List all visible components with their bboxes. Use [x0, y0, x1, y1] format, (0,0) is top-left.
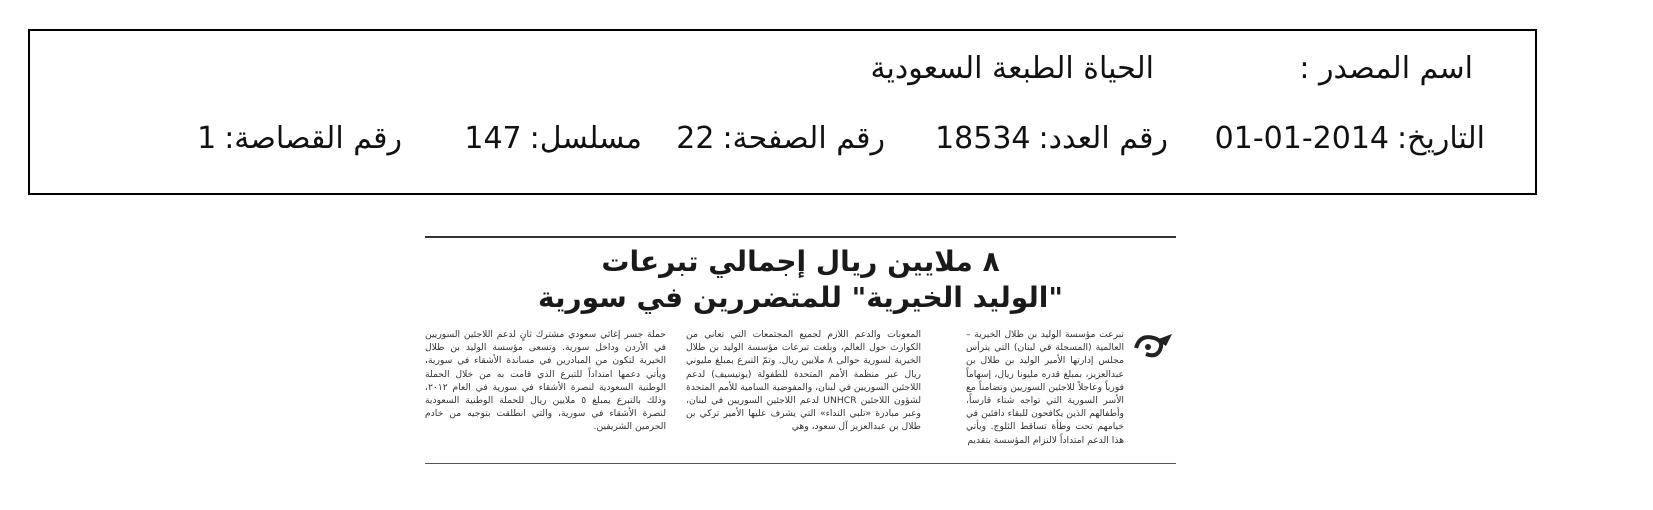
bottom-rule	[425, 463, 1176, 464]
clipping-info-box	[28, 29, 1537, 195]
clip-number-value: 1	[197, 121, 217, 156]
issue-label: رقم العدد:	[1038, 121, 1168, 156]
article-column-3-text: حملة جسر إغاثي سعودي مشترك ثانٍ لدعم اللاجئين السوريين في الأردن وداخل سورية. وتسعى مؤسسة الوليد بن طلال الخيرية لتكون من المبادرين في مساندة الأشقاء في سورية، ويأتي دعمها امتداداً للتبرع الذي قامت به من خلال الحملة الوطنية السعودية لنصرة الأشقاء في سورية في العام ٢٠١٢، وذلك بالتبرع بمبلغ ٥ ملايين ريال للحملة الوطنية السعودية لنصرة الأشقاء في سورية، والتي انطلقت بتوجيه من خادم الحرمين الشريفين.	[425, 329, 666, 433]
clip-number-label: رقم القصاصة:	[224, 121, 402, 156]
serial-value: 147	[464, 121, 522, 156]
source-row	[30, 49, 1535, 89]
serial-label: مسلسل:	[529, 121, 642, 156]
clip-number-field	[197, 119, 402, 159]
page-label: رقم الصفحة:	[722, 121, 885, 156]
page-field	[676, 119, 885, 159]
page-value: 22	[676, 121, 715, 156]
article-column-2-text: المعونات والدعم اللازم لجميع المجتمعات التي تعاني من الكوارث حول العالم، وبلغت تبرعات مؤسسة الوليد بن طلال الخيرية لسورية حوالى ٨ ملايين ريال. وتمّ التبرع بمبلغ مليوني ريال عبر منظمة الأمم المتحدة للطفولة (يونيسيف) لدعم اللاجئين السوريين في لبنان، والمفوضية السامية للأمم المتحدة لشؤون اللاجئين UNHCR لدعم اللاجئين السوريين في لبنان، وعبر مبادرة «تلبي النداء» التي يشرف عليها الأمير تركي بن طلال بن عبدالعزيز آل سعود، وهي	[686, 329, 921, 433]
issue-field	[935, 119, 1168, 159]
date-value: 2014-01-01	[1214, 121, 1390, 156]
article-column-3	[425, 328, 666, 458]
article-column-1	[966, 328, 1176, 458]
headline-line-1: ٨ ملايين ريال إجمالي تبرعات	[601, 245, 1000, 278]
date-field	[1215, 119, 1485, 159]
article-column-1-text: تبرعت مؤسسة الوليد بن طلال الخيرية – العالمية (المسجلة في لبنان) التي يترأس مجلس إدارتها الأمير الوليد بن طلال بن عبدالعزيز، بمبلغ قدره مليونا ريال، إسهاماً فورياً وعاجلاً للاجئين السوريين وتضامناً مع الأسر السورية التي تواجه شتاء قارساً، وأطفالهم الذين يكافحون للبقاء دافئين في خيامهم تحت وطأة تساقط الثلوج. ويأتي هذا الدعم امتداداً لالتزام المؤسسة بتقديم	[966, 329, 1124, 446]
foundation-logo-icon	[1130, 328, 1176, 362]
issue-value: 18534	[935, 121, 1031, 156]
article-column-2	[686, 328, 921, 458]
newspaper-clipping	[425, 236, 1176, 464]
meta-row	[30, 119, 1535, 159]
date-label: التاريخ:	[1397, 121, 1485, 156]
serial-field	[464, 119, 642, 159]
top-rule	[425, 236, 1176, 238]
source-value: الحياة الطبعة السعودية	[870, 51, 1154, 86]
source-label: اسم المصدر :	[1299, 51, 1473, 86]
headline-line-2: "الوليد الخيرية" للمتضررين في سورية	[538, 281, 1063, 314]
